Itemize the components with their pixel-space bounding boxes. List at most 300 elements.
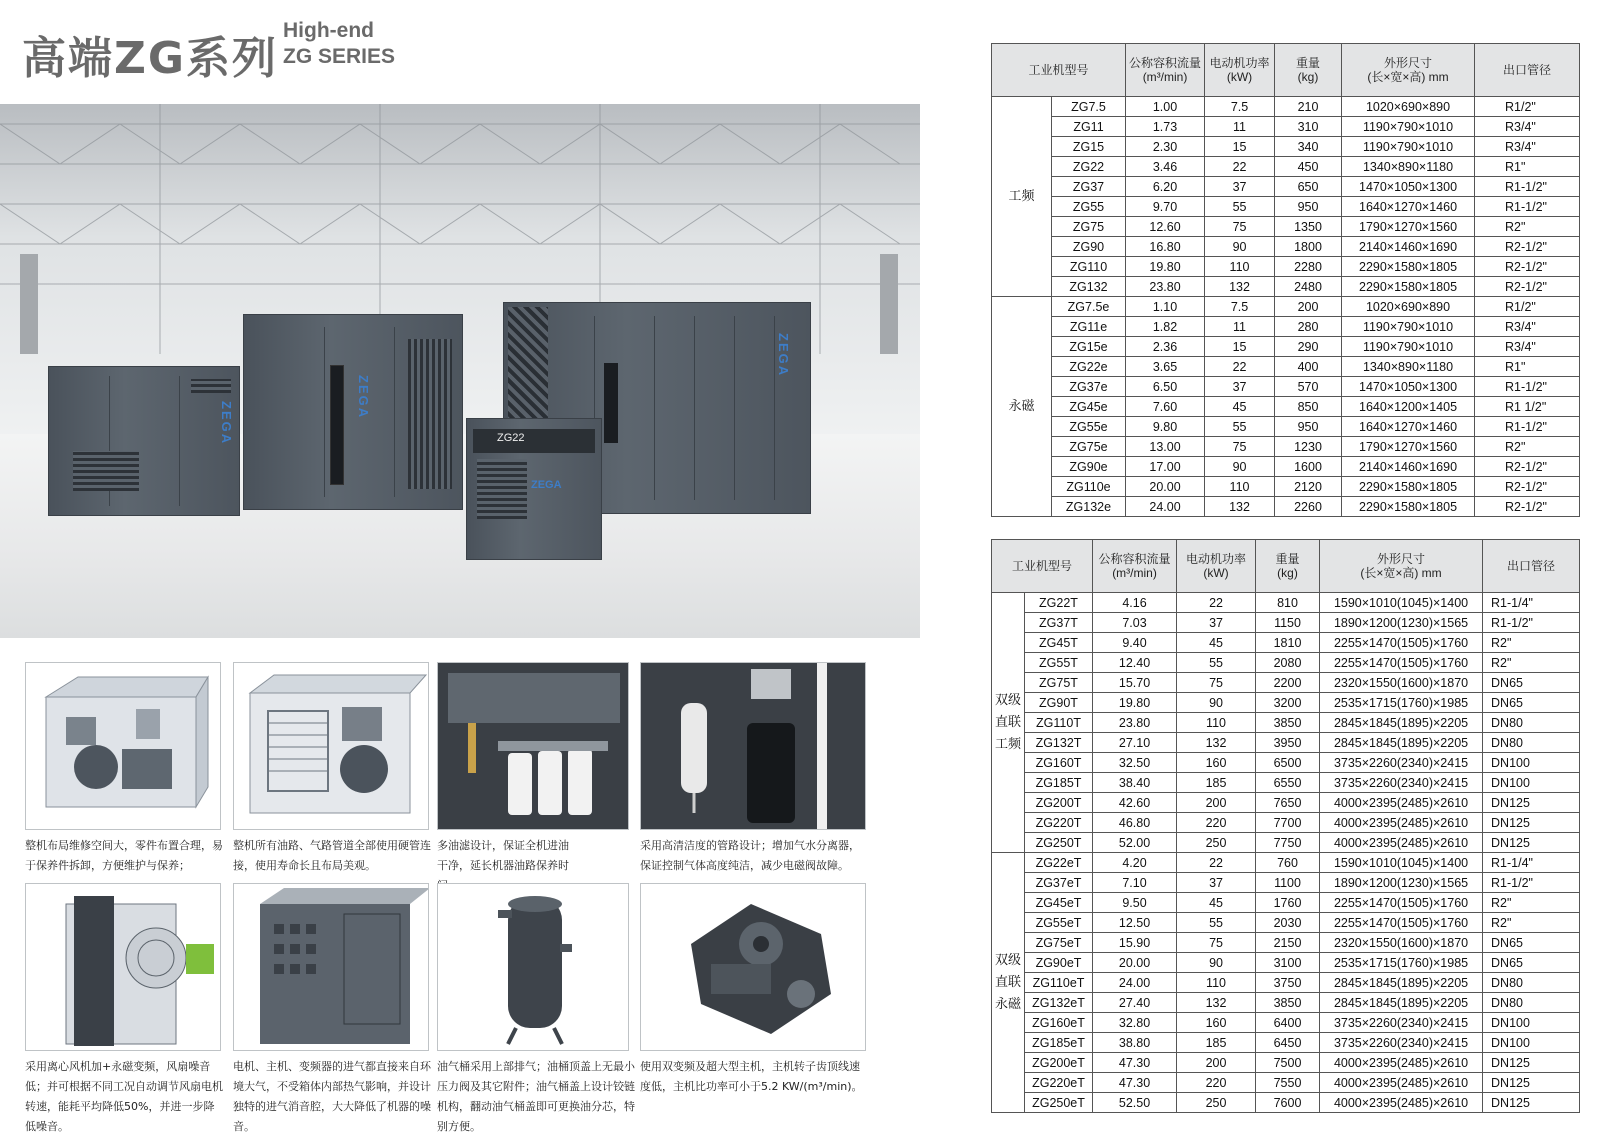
cell-weight: 3200	[1256, 693, 1320, 713]
cell-model: ZG22T	[1025, 593, 1093, 613]
cell-flow: 12.40	[1093, 653, 1177, 673]
table-row	[992, 813, 1580, 833]
cell-model: ZG90	[1052, 237, 1126, 257]
subtitle-line-2: ZG SERIES	[283, 45, 396, 68]
cell-dimensions: 1640×1270×1460	[1342, 417, 1475, 437]
cell-power: 90	[1177, 693, 1256, 713]
cell-flow: 17.00	[1126, 457, 1205, 477]
cell-model: ZG132	[1052, 277, 1126, 297]
cell-weight: 3100	[1256, 953, 1320, 973]
cell-outlet: R1-1/4"	[1483, 853, 1580, 873]
col-header-dimensions: 外形尺寸 (长×宽×高) mm	[1342, 44, 1475, 97]
table-row	[992, 653, 1580, 673]
cell-weight: 1760	[1256, 893, 1320, 913]
cell-flow: 1.73	[1126, 117, 1205, 137]
cell-outlet: DN100	[1483, 773, 1580, 793]
cell-weight: 1150	[1256, 613, 1320, 633]
cell-weight: 1100	[1256, 873, 1320, 893]
cell-model: ZG22eT	[1025, 853, 1093, 873]
cell-power: 132	[1177, 993, 1256, 1013]
cell-weight: 760	[1256, 853, 1320, 873]
cell-model: ZG37	[1052, 177, 1126, 197]
cell-power: 75	[1177, 933, 1256, 953]
cell-flow: 9.40	[1093, 633, 1177, 653]
cell-power: 200	[1177, 1053, 1256, 1073]
cell-outlet: R2-1/2"	[1475, 257, 1580, 277]
cell-weight: 400	[1275, 357, 1342, 377]
table-row	[992, 713, 1580, 733]
table-row	[992, 993, 1580, 1013]
cell-model: ZG250eT	[1025, 1093, 1093, 1113]
spec-table-single-stage	[991, 43, 1580, 517]
cell-model: ZG45eT	[1025, 893, 1093, 913]
cell-weight: 3850	[1256, 713, 1320, 733]
cell-power: 55	[1177, 913, 1256, 933]
col-header-flow: 公称容积流量 (m³/min)	[1093, 540, 1177, 593]
cell-outlet: DN100	[1483, 753, 1580, 773]
table-row	[992, 317, 1580, 337]
cell-weight: 810	[1256, 593, 1320, 613]
cell-dimensions: 2320×1550(1600)×1870	[1320, 673, 1483, 693]
cell-power: 15	[1205, 337, 1275, 357]
cell-power: 7.5	[1205, 297, 1275, 317]
cell-dimensions: 1890×1200(1230)×1565	[1320, 873, 1483, 893]
cell-flow: 52.50	[1093, 1093, 1177, 1113]
cell-model: ZG11	[1052, 117, 1126, 137]
cell-weight: 7700	[1256, 813, 1320, 833]
cell-power: 55	[1205, 197, 1275, 217]
cell-weight: 2260	[1275, 497, 1342, 517]
cell-weight: 950	[1275, 417, 1342, 437]
cell-outlet: R2"	[1483, 633, 1580, 653]
group-label-line: 工频	[994, 736, 1021, 752]
cell-weight: 7600	[1256, 1093, 1320, 1113]
cell-dimensions: 1190×790×1010	[1342, 137, 1475, 157]
cell-outlet: R1-1/2"	[1483, 873, 1580, 893]
table-row	[992, 1033, 1580, 1053]
cell-flow: 46.80	[1093, 813, 1177, 833]
cell-weight: 2480	[1275, 277, 1342, 297]
cell-flow: 9.70	[1126, 197, 1205, 217]
cell-outlet: DN125	[1483, 813, 1580, 833]
cell-model: ZG15e	[1052, 337, 1126, 357]
feature-text-3: 多油滤设计，保证全机进油干净，延长机器油路保养时	[437, 839, 569, 872]
cell-power: 110	[1177, 713, 1256, 733]
cell-model: ZG220eT	[1025, 1073, 1093, 1093]
cell-power: 37	[1177, 873, 1256, 893]
cell-weight: 7750	[1256, 833, 1320, 853]
cell-power: 160	[1177, 1013, 1256, 1033]
table-row	[992, 277, 1580, 297]
cell-dimensions: 4000×2395(2485)×2610	[1320, 793, 1483, 813]
feature-image-2	[233, 662, 429, 830]
cell-weight: 1230	[1275, 437, 1342, 457]
cell-outlet: DN125	[1483, 1053, 1580, 1073]
machine-brand-label-1: ZEGA	[219, 401, 234, 446]
cell-dimensions: 2140×1460×1690	[1342, 457, 1475, 477]
cell-flow: 9.50	[1093, 893, 1177, 913]
cell-flow: 19.80	[1126, 257, 1205, 277]
cell-model: ZG75e	[1052, 437, 1126, 457]
cell-model: ZG200eT	[1025, 1053, 1093, 1073]
cell-weight: 6400	[1256, 1013, 1320, 1033]
cell-power: 110	[1205, 257, 1275, 277]
cell-power: 55	[1205, 417, 1275, 437]
table-row	[992, 673, 1580, 693]
piping-layout-icon	[234, 663, 429, 830]
cell-weight: 3850	[1256, 993, 1320, 1013]
cell-weight: 2030	[1256, 913, 1320, 933]
cell-flow: 15.70	[1093, 673, 1177, 693]
cell-weight: 1600	[1275, 457, 1342, 477]
cell-weight: 3950	[1256, 733, 1320, 753]
table-row	[992, 437, 1580, 457]
cell-weight: 2200	[1256, 673, 1320, 693]
table-row	[992, 893, 1580, 913]
cell-model: ZG200T	[1025, 793, 1093, 813]
cell-outlet: R2"	[1483, 913, 1580, 933]
table-row	[992, 357, 1580, 377]
group-label	[992, 853, 1025, 1113]
cell-outlet: DN65	[1483, 933, 1580, 953]
table-row	[992, 497, 1580, 517]
cell-model: ZG110	[1052, 257, 1126, 277]
table-row	[992, 833, 1580, 853]
cell-power: 200	[1177, 793, 1256, 813]
feature-image-1	[25, 662, 221, 830]
table-row	[992, 1013, 1580, 1033]
cell-flow: 4.16	[1093, 593, 1177, 613]
cell-power: 90	[1205, 237, 1275, 257]
cell-model: ZG90eT	[1025, 953, 1093, 973]
cell-weight: 7500	[1256, 1053, 1320, 1073]
col-header-weight: 重量 (kg)	[1275, 44, 1342, 97]
col-header-flow: 公称容积流量 (m³/min)	[1126, 44, 1205, 97]
cell-power: 110	[1205, 477, 1275, 497]
page-title: 高端ZG系列	[22, 33, 279, 84]
cell-power: 90	[1205, 457, 1275, 477]
machine-brand-label-3: ZEGA	[776, 333, 791, 378]
cell-dimensions: 4000×2395(2485)×2610	[1320, 1073, 1483, 1093]
cell-power: 250	[1177, 833, 1256, 853]
table-row	[992, 337, 1580, 357]
cell-model: ZG220T	[1025, 813, 1093, 833]
table-row	[992, 873, 1580, 893]
cell-flow: 3.65	[1126, 357, 1205, 377]
air-intake-icon	[234, 884, 429, 1051]
table-header-row	[992, 44, 1580, 97]
table-row	[992, 157, 1580, 177]
cell-outlet: R2-1/2"	[1475, 457, 1580, 477]
col-header-model: 工业机型号	[992, 44, 1126, 97]
table-row	[992, 1053, 1580, 1073]
cell-dimensions: 2845×1845(1895)×2205	[1320, 973, 1483, 993]
cell-flow: 52.00	[1093, 833, 1177, 853]
cell-outlet: DN80	[1483, 973, 1580, 993]
cell-weight: 7650	[1256, 793, 1320, 813]
cell-outlet: DN65	[1483, 673, 1580, 693]
cell-power: 185	[1177, 1033, 1256, 1053]
cell-outlet: R2"	[1483, 893, 1580, 913]
cell-dimensions: 1340×890×1180	[1342, 157, 1475, 177]
cell-outlet: R2-1/2"	[1475, 497, 1580, 517]
cell-flow: 42.60	[1093, 793, 1177, 813]
cell-flow: 12.60	[1126, 217, 1205, 237]
table-row	[992, 197, 1580, 217]
cell-outlet: R1"	[1475, 357, 1580, 377]
table-row	[992, 593, 1580, 613]
cell-power: 45	[1205, 397, 1275, 417]
cell-outlet: R1-1/2"	[1483, 613, 1580, 633]
cell-flow: 47.30	[1093, 1053, 1177, 1073]
cell-flow: 12.50	[1093, 913, 1177, 933]
cell-model: ZG7.5e	[1052, 297, 1126, 317]
table-row	[992, 1073, 1580, 1093]
cell-model: ZG11e	[1052, 317, 1126, 337]
cell-dimensions: 2290×1580×1805	[1342, 477, 1475, 497]
cell-outlet: DN125	[1483, 1073, 1580, 1093]
cell-power: 160	[1177, 753, 1256, 773]
cell-model: ZG55e	[1052, 417, 1126, 437]
cell-dimensions: 3735×2260(2340)×2415	[1320, 1033, 1483, 1053]
cell-dimensions: 4000×2395(2485)×2610	[1320, 813, 1483, 833]
cell-dimensions: 3735×2260(2340)×2415	[1320, 1013, 1483, 1033]
cell-dimensions: 1020×690×890	[1342, 297, 1475, 317]
cell-dimensions: 2535×1715(1760)×1985	[1320, 693, 1483, 713]
feature-text-8: 使用双变频及超大型主机，主机转子齿顶线速度低，主机比功率可小于5.2 KW/(m³/min)。	[640, 1060, 863, 1093]
cell-outlet: R2"	[1475, 217, 1580, 237]
cell-flow: 2.30	[1126, 137, 1205, 157]
table-row	[992, 1093, 1580, 1113]
table-body	[992, 97, 1580, 517]
cell-outlet: R2"	[1475, 437, 1580, 457]
cell-dimensions: 2255×1470(1505)×1760	[1320, 633, 1483, 653]
oil-gas-tank-icon	[438, 884, 629, 1051]
cell-flow: 2.36	[1126, 337, 1205, 357]
cell-flow: 32.50	[1093, 753, 1177, 773]
cell-model: ZG22	[1052, 157, 1126, 177]
cell-model: ZG90T	[1025, 693, 1093, 713]
cell-power: 185	[1177, 773, 1256, 793]
table-row	[992, 177, 1580, 197]
cell-model: ZG160T	[1025, 753, 1093, 773]
cell-model: ZG15	[1052, 137, 1126, 157]
cell-model: ZG132e	[1052, 497, 1126, 517]
cell-power: 37	[1177, 613, 1256, 633]
cell-flow: 24.00	[1126, 497, 1205, 517]
cell-model: ZG37T	[1025, 613, 1093, 633]
cell-dimensions: 2845×1845(1895)×2205	[1320, 993, 1483, 1013]
table-row	[992, 97, 1580, 117]
cell-power: 11	[1205, 117, 1275, 137]
cell-power: 55	[1177, 653, 1256, 673]
cell-dimensions: 1020×690×890	[1342, 97, 1475, 117]
cell-power: 220	[1177, 813, 1256, 833]
cell-power: 15	[1205, 137, 1275, 157]
cell-power: 90	[1177, 953, 1256, 973]
cell-outlet: R2"	[1483, 653, 1580, 673]
feature-image-8	[640, 883, 866, 1051]
cell-outlet: DN100	[1483, 1033, 1580, 1053]
cell-model: ZG55eT	[1025, 913, 1093, 933]
cell-dimensions: 1470×1050×1300	[1342, 177, 1475, 197]
table-row	[992, 477, 1580, 497]
feature-image-4	[640, 662, 866, 830]
cell-model: ZG75eT	[1025, 933, 1093, 953]
cell-flow: 7.10	[1093, 873, 1177, 893]
cell-power: 220	[1177, 1073, 1256, 1093]
cell-flow: 23.80	[1126, 277, 1205, 297]
cell-dimensions: 1190×790×1010	[1342, 117, 1475, 137]
cell-flow: 13.00	[1126, 437, 1205, 457]
cell-model: ZG45T	[1025, 633, 1093, 653]
cell-power: 132	[1205, 277, 1275, 297]
group-label: 工频	[992, 97, 1052, 297]
cell-weight: 450	[1275, 157, 1342, 177]
table-row	[992, 417, 1580, 437]
cell-flow: 27.40	[1093, 993, 1177, 1013]
hero-image	[0, 104, 920, 638]
cell-dimensions: 4000×2395(2485)×2610	[1320, 1053, 1483, 1073]
cell-flow: 1.00	[1126, 97, 1205, 117]
cell-weight: 570	[1275, 377, 1342, 397]
table-row	[992, 973, 1580, 993]
cell-flow: 1.82	[1126, 317, 1205, 337]
cell-flow: 1.10	[1126, 297, 1205, 317]
cell-flow: 32.80	[1093, 1013, 1177, 1033]
table-body	[992, 593, 1580, 1113]
cell-flow: 16.80	[1126, 237, 1205, 257]
cell-flow: 19.80	[1093, 693, 1177, 713]
cell-model: ZG45e	[1052, 397, 1126, 417]
cell-weight: 6550	[1256, 773, 1320, 793]
feature-text-2: 整机所有油路、气路管道全部使用硬管连接，使用寿命长且布局美观。	[233, 839, 431, 872]
cell-dimensions: 1470×1050×1300	[1342, 377, 1475, 397]
cell-dimensions: 1590×1010(1045)×1400	[1320, 853, 1483, 873]
table-row	[992, 773, 1580, 793]
cell-dimensions: 1190×790×1010	[1342, 317, 1475, 337]
cell-weight: 280	[1275, 317, 1342, 337]
oil-filter-icon	[438, 663, 629, 830]
group-label-line: 双级	[994, 692, 1021, 708]
cell-dimensions: 1590×1010(1045)×1400	[1320, 593, 1483, 613]
cell-power: 7.5	[1205, 97, 1275, 117]
cell-dimensions: 2845×1845(1895)×2205	[1320, 733, 1483, 753]
cell-dimensions: 3735×2260(2340)×2415	[1320, 773, 1483, 793]
cell-model: ZG37eT	[1025, 873, 1093, 893]
cell-weight: 2280	[1275, 257, 1342, 277]
cell-model: ZG185T	[1025, 773, 1093, 793]
table-row	[992, 853, 1580, 873]
cell-dimensions: 3735×2260(2340)×2415	[1320, 753, 1483, 773]
table-row	[992, 953, 1580, 973]
table-row	[992, 457, 1580, 477]
cell-power: 75	[1177, 673, 1256, 693]
col-header-weight: 重量 (kg)	[1256, 540, 1320, 593]
airend-rotor-icon	[641, 884, 866, 1051]
cell-weight: 850	[1275, 397, 1342, 417]
feature-text-1: 整机布局维修空间大，零件布置合理，易于保养件拆卸，方便维护与保养；	[25, 839, 223, 872]
cell-dimensions: 2290×1580×1805	[1342, 277, 1475, 297]
cell-weight: 6450	[1256, 1033, 1320, 1053]
cell-outlet: R1-1/2"	[1475, 197, 1580, 217]
cell-power: 75	[1205, 217, 1275, 237]
cell-weight: 1350	[1275, 217, 1342, 237]
cell-flow: 6.20	[1126, 177, 1205, 197]
cell-model: ZG90e	[1052, 457, 1126, 477]
table-row	[992, 613, 1580, 633]
cell-outlet: R1-1/2"	[1475, 417, 1580, 437]
cell-weight: 200	[1275, 297, 1342, 317]
table-row	[992, 753, 1580, 773]
col-header-model: 工业机型号	[992, 540, 1093, 593]
group-label-line: 双级	[994, 952, 1021, 968]
group-label: 永磁	[992, 297, 1052, 517]
spec-table-two-stage	[991, 539, 1580, 1113]
col-header-outlet: 出口管径	[1483, 540, 1580, 593]
cell-weight: 950	[1275, 197, 1342, 217]
table-row	[992, 733, 1580, 753]
cell-dimensions: 2255×1470(1505)×1760	[1320, 913, 1483, 933]
cell-weight: 1810	[1256, 633, 1320, 653]
cell-power: 22	[1177, 853, 1256, 873]
cell-dimensions: 4000×2395(2485)×2610	[1320, 1093, 1483, 1113]
cell-weight: 2080	[1256, 653, 1320, 673]
cell-model: ZG22e	[1052, 357, 1126, 377]
cell-power: 37	[1205, 377, 1275, 397]
cell-outlet: R3/4"	[1475, 317, 1580, 337]
table-header-row	[992, 540, 1580, 593]
cell-model: ZG110eT	[1025, 973, 1093, 993]
cell-model: ZG110e	[1052, 477, 1126, 497]
cell-dimensions: 2290×1580×1805	[1342, 497, 1475, 517]
cell-dimensions: 1340×890×1180	[1342, 357, 1475, 377]
cell-outlet: DN65	[1483, 693, 1580, 713]
centrifugal-fan-icon	[26, 884, 221, 1051]
cell-weight: 6500	[1256, 753, 1320, 773]
feature-image-3	[437, 662, 629, 830]
cell-power: 45	[1177, 893, 1256, 913]
cell-power: 22	[1205, 157, 1275, 177]
cell-model: ZG55T	[1025, 653, 1093, 673]
cell-dimensions: 1790×1270×1560	[1342, 437, 1475, 457]
small-machine-model-label: ZG22	[497, 432, 525, 444]
cell-power: 22	[1177, 593, 1256, 613]
col-header-outlet: 出口管径	[1475, 44, 1580, 97]
cell-weight: 7550	[1256, 1073, 1320, 1093]
cell-weight: 210	[1275, 97, 1342, 117]
cell-outlet: DN125	[1483, 1093, 1580, 1113]
cell-model: ZG7.5	[1052, 97, 1126, 117]
cell-weight: 290	[1275, 337, 1342, 357]
cell-flow: 47.30	[1093, 1073, 1177, 1093]
cell-power: 250	[1177, 1093, 1256, 1113]
cell-weight: 310	[1275, 117, 1342, 137]
cell-outlet: R2-1/2"	[1475, 477, 1580, 497]
cell-outlet: R1-1/4"	[1483, 593, 1580, 613]
table-row	[992, 693, 1580, 713]
cell-weight: 340	[1275, 137, 1342, 157]
cell-outlet: DN80	[1483, 993, 1580, 1013]
cell-outlet: R1-1/2"	[1475, 177, 1580, 197]
table-row	[992, 117, 1580, 137]
cell-outlet: DN80	[1483, 713, 1580, 733]
cell-dimensions: 1790×1270×1560	[1342, 217, 1475, 237]
cell-dimensions: 2255×1470(1505)×1760	[1320, 893, 1483, 913]
cell-model: ZG75	[1052, 217, 1126, 237]
cell-model: ZG75T	[1025, 673, 1093, 693]
cell-dimensions: 1640×1270×1460	[1342, 197, 1475, 217]
